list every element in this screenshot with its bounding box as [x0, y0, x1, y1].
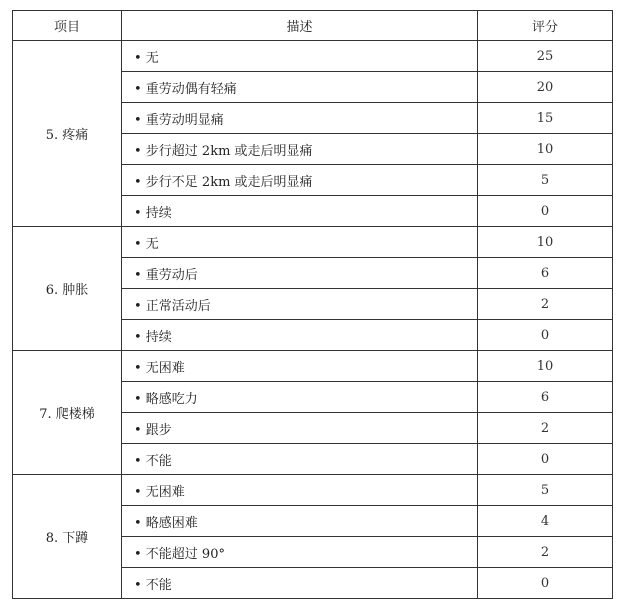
- score-cell: 2: [478, 537, 613, 568]
- score-cell: 10: [478, 351, 613, 382]
- table-row: [13, 475, 613, 506]
- description-cell: • 正常活动后: [122, 289, 478, 320]
- score-cell: 0: [478, 320, 613, 351]
- item-name-cell: 6. 肿胀: [13, 227, 122, 351]
- description-cell: • 略感困难: [122, 506, 478, 537]
- score-cell: 20: [478, 72, 613, 103]
- description-cell: • 跟步: [122, 413, 478, 444]
- score-cell: 5: [478, 165, 613, 196]
- table-row: [13, 41, 613, 72]
- score-cell: 10: [478, 227, 613, 258]
- scoring-table: [12, 10, 613, 599]
- score-cell: 0: [478, 568, 613, 599]
- score-cell: 0: [478, 196, 613, 227]
- description-cell: • 不能: [122, 568, 478, 599]
- description-cell: • 不能: [122, 444, 478, 475]
- description-cell: • 重劳动明显痛: [122, 103, 478, 134]
- description-cell: • 无困难: [122, 351, 478, 382]
- header-description: 描述: [122, 11, 478, 41]
- score-cell: 5: [478, 475, 613, 506]
- description-cell: • 持续: [122, 320, 478, 351]
- score-cell: 6: [478, 258, 613, 289]
- description-cell: • 无困难: [122, 475, 478, 506]
- score-cell: 6: [478, 382, 613, 413]
- description-cell: • 持续: [122, 196, 478, 227]
- score-cell: 2: [478, 413, 613, 444]
- score-cell: 2: [478, 289, 613, 320]
- description-cell: • 重劳动偶有轻痛: [122, 72, 478, 103]
- item-name-cell: 5. 疼痛: [13, 41, 122, 227]
- table-row: [13, 351, 613, 382]
- header-item: 项目: [13, 11, 122, 41]
- score-cell: 0: [478, 444, 613, 475]
- table-header-row: [13, 11, 613, 41]
- score-cell: 15: [478, 103, 613, 134]
- score-cell: 10: [478, 134, 613, 165]
- description-cell: • 不能超过 90°: [122, 537, 478, 568]
- item-name-cell: 7. 爬楼梯: [13, 351, 122, 475]
- table-body: [13, 41, 613, 599]
- description-cell: • 步行超过 2km 或走后明显痛: [122, 134, 478, 165]
- description-cell: • 略感吃力: [122, 382, 478, 413]
- description-cell: • 步行不足 2km 或走后明显痛: [122, 165, 478, 196]
- score-cell: 25: [478, 41, 613, 72]
- item-name-cell: 8. 下蹲: [13, 475, 122, 599]
- description-cell: • 重劳动后: [122, 258, 478, 289]
- header-score: 评分: [478, 11, 613, 41]
- description-cell: • 无: [122, 41, 478, 72]
- description-cell: • 无: [122, 227, 478, 258]
- table-row: [13, 227, 613, 258]
- score-cell: 4: [478, 506, 613, 537]
